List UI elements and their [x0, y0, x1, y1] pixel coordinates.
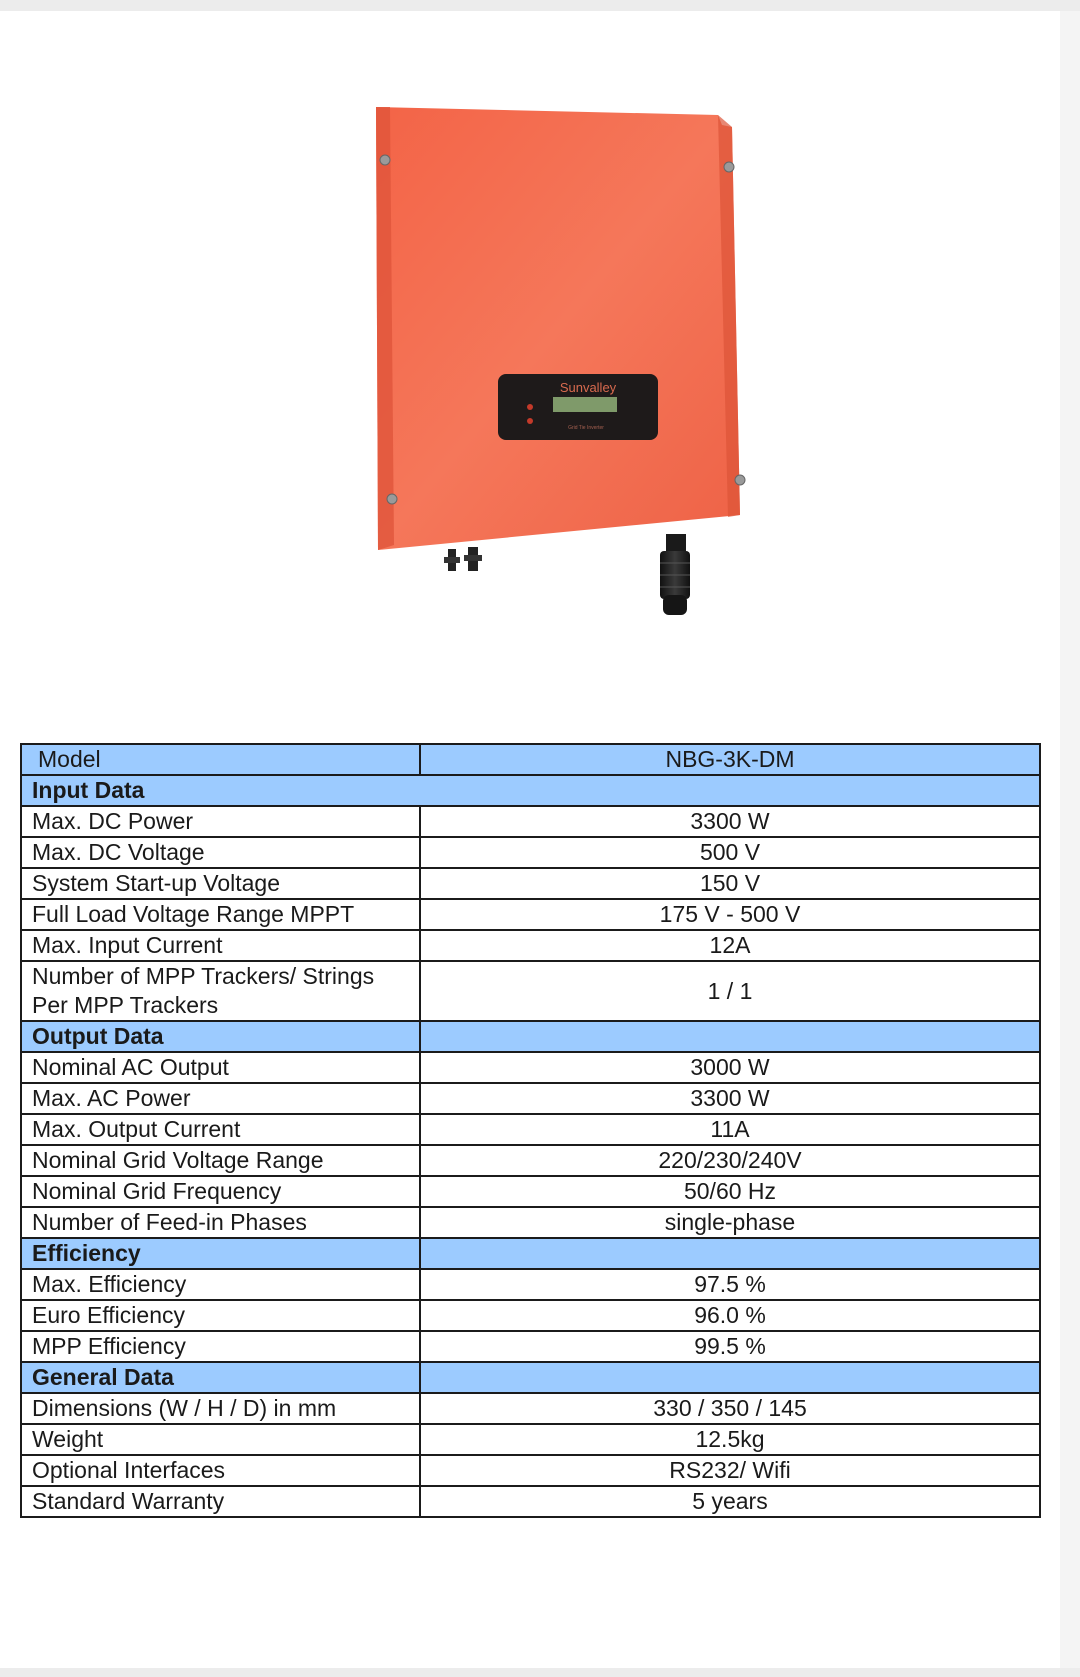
- section-filler: [420, 1238, 1040, 1269]
- table-row: [21, 1455, 1040, 1486]
- spec-value: 99.5 %: [420, 1331, 1040, 1362]
- table-row: [21, 1300, 1040, 1331]
- spec-value: 150 V: [420, 868, 1040, 899]
- spec-label: Weight: [21, 1424, 420, 1455]
- spec-value: 12.5kg: [420, 1424, 1040, 1455]
- spec-label: Number of MPP Trackers/ Strings Per MPP Trackers: [21, 961, 420, 1021]
- spec-value: 97.5 %: [420, 1269, 1040, 1300]
- table-row: [21, 1114, 1040, 1145]
- right-edge: [1060, 11, 1080, 1668]
- section-title: Input Data: [21, 775, 1040, 806]
- model-value: NBG-3K-DM: [420, 744, 1040, 775]
- table-row: [21, 899, 1040, 930]
- ac-gland: [666, 534, 686, 552]
- table-row: [21, 868, 1040, 899]
- lcd-screen: [553, 397, 617, 412]
- table-row: [21, 1052, 1040, 1083]
- spec-label: Max. AC Power: [21, 1083, 420, 1114]
- spec-value: 3300 W: [420, 1083, 1040, 1114]
- top-strip: [0, 0, 1080, 11]
- table-row: [21, 1083, 1040, 1114]
- spec-label: Max. Input Current: [21, 930, 420, 961]
- table-row: [21, 1207, 1040, 1238]
- spec-value: 3300 W: [420, 806, 1040, 837]
- spec-label: Full Load Voltage Range MPPT: [21, 899, 420, 930]
- spec-label: Dimensions (W / H / D) in mm: [21, 1393, 420, 1424]
- section-title: Efficiency: [21, 1238, 420, 1269]
- section-header-input-data: [21, 775, 1040, 806]
- spec-value: 220/230/240V: [420, 1145, 1040, 1176]
- spec-value: 3000 W: [420, 1052, 1040, 1083]
- table-row: [21, 1269, 1040, 1300]
- panel-caption: Grid Tie Inverter: [568, 425, 604, 431]
- spec-value: 50/60 Hz: [420, 1176, 1040, 1207]
- spec-value: 500 V: [420, 837, 1040, 868]
- table-row: [21, 806, 1040, 837]
- spec-value: 5 years: [420, 1486, 1040, 1517]
- model-row: [21, 744, 1040, 775]
- spec-label: System Start-up Voltage: [21, 868, 420, 899]
- model-label: Model: [21, 744, 420, 775]
- spec-value: 175 V - 500 V: [420, 899, 1040, 930]
- table-row: [21, 1331, 1040, 1362]
- spec-value: 12A: [420, 930, 1040, 961]
- spec-label: Nominal AC Output: [21, 1052, 420, 1083]
- spec-label: Optional Interfaces: [21, 1455, 420, 1486]
- spec-label: Nominal Grid Frequency: [21, 1176, 420, 1207]
- spec-value: 11A: [420, 1114, 1040, 1145]
- spec-label: Max. Output Current: [21, 1114, 420, 1145]
- spec-label: Standard Warranty: [21, 1486, 420, 1517]
- spec-label: Euro Efficiency: [21, 1300, 420, 1331]
- spec-value: 1 / 1: [420, 961, 1040, 1021]
- section-title: General Data: [21, 1362, 420, 1393]
- brand-logo: Sunvalley: [559, 380, 617, 395]
- spec-label: Number of Feed-in Phases: [21, 1207, 420, 1238]
- inverter-body: [376, 107, 740, 550]
- screw: [380, 155, 390, 165]
- spec-value: single-phase: [420, 1207, 1040, 1238]
- spec-value: 96.0 %: [420, 1300, 1040, 1331]
- table-row: [21, 1486, 1040, 1517]
- section-filler: [420, 1021, 1040, 1052]
- product-image: [360, 95, 800, 635]
- spec-label: Max. Efficiency: [21, 1269, 420, 1300]
- section-title: Output Data: [21, 1021, 420, 1052]
- table-row: [21, 1145, 1040, 1176]
- table-row: [21, 961, 1040, 1021]
- table-row: [21, 1176, 1040, 1207]
- inverter-illustration: [360, 95, 800, 635]
- screw: [724, 162, 734, 172]
- spec-label: Nominal Grid Voltage Range: [21, 1145, 420, 1176]
- status-led: [527, 404, 533, 410]
- spec-value: RS232/ Wifi: [420, 1455, 1040, 1486]
- screw: [387, 494, 397, 504]
- section-header-output-data: [21, 1021, 1040, 1052]
- bottom-strip: [0, 1668, 1080, 1677]
- table-row: [21, 837, 1040, 868]
- spec-value: 330 / 350 / 145: [420, 1393, 1040, 1424]
- fault-led: [527, 418, 533, 424]
- table-row: [21, 930, 1040, 961]
- spec-label: Max. DC Voltage: [21, 837, 420, 868]
- spec-label: Max. DC Power: [21, 806, 420, 837]
- specifications-table: [20, 743, 1041, 1518]
- table-row: [21, 1424, 1040, 1455]
- section-header-general-data: [21, 1362, 1040, 1393]
- section-filler: [420, 1362, 1040, 1393]
- spec-label: MPP Efficiency: [21, 1331, 420, 1362]
- screw: [735, 475, 745, 485]
- table-row: [21, 1393, 1040, 1424]
- section-header-efficiency: [21, 1238, 1040, 1269]
